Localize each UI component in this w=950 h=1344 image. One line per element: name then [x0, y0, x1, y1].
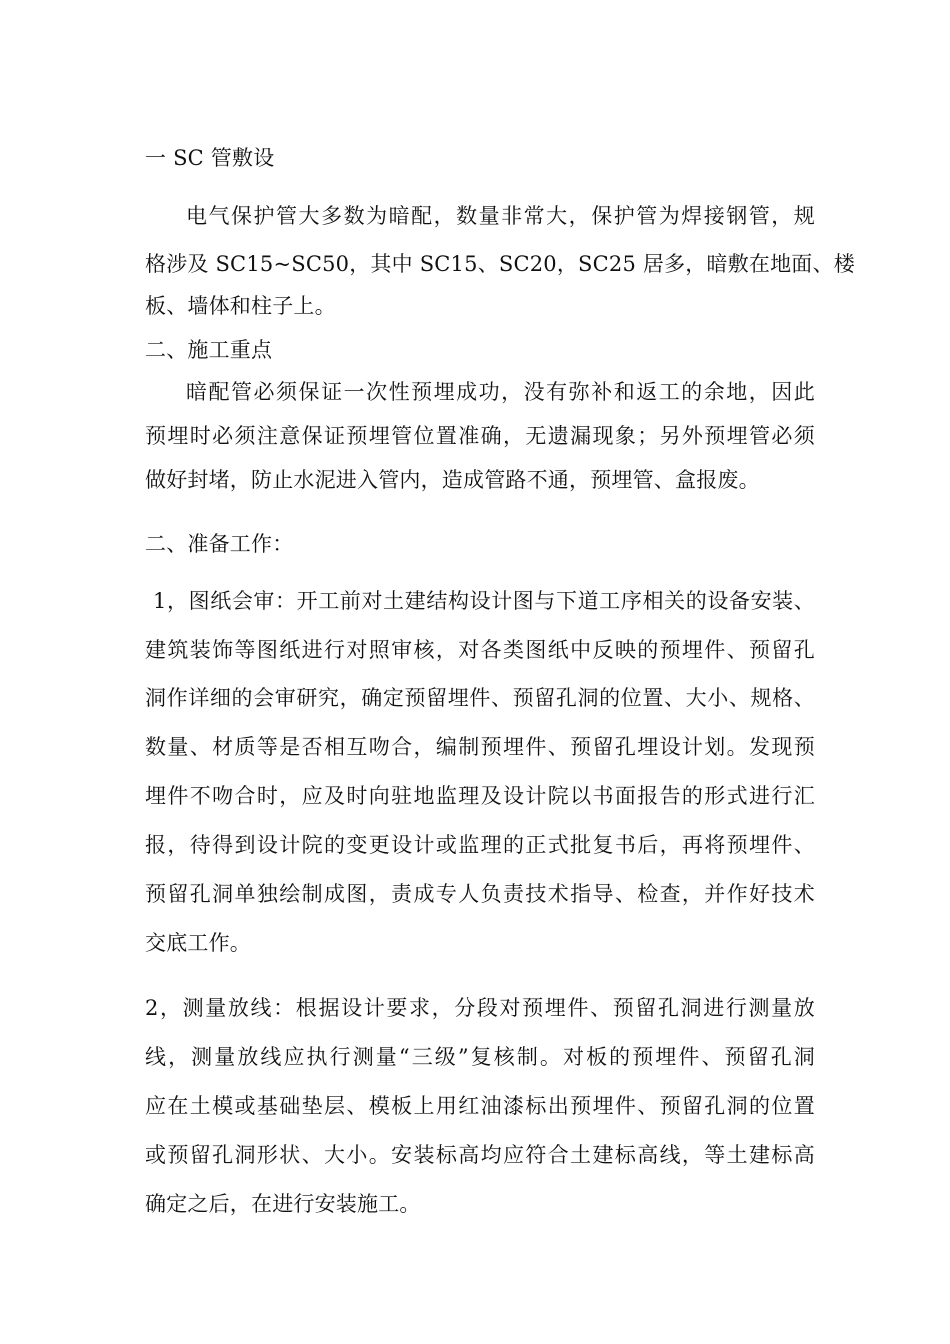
paragraph-line: 埋件不吻合时，应及时向驻地监理及设计院以书面报告的形式进行汇 — [145, 784, 815, 808]
paragraph-line: 板、墙体和柱子上。 — [145, 294, 336, 318]
paragraph-line: 洞作详细的会审研究，确定预留埋件、预留孔洞的位置、大小、规格、 — [145, 686, 815, 710]
paragraph-line: 或预留孔洞形状、大小。安装标高均应符合土建标高线，等土建标高 — [145, 1143, 815, 1167]
section-heading-key-points: 二、施工重点 — [145, 338, 273, 362]
paragraph-line: 格涉及 SC15~SC50，其中 SC15、SC20，SC25 居多，暗敷在地面、楼 — [145, 252, 855, 276]
paragraph-line: 做好封堵，防止水泥进入管内，造成管路不通，预埋管、盒报废。 — [145, 468, 760, 492]
paragraph-line: 线，测量放线应执行测量“三级”复核制。对板的预埋件、预留孔洞 — [145, 1045, 815, 1069]
paragraph-line: 暗配管必须保证一次性预埋成功，没有弥补和返工的余地，因此 — [186, 380, 815, 404]
paragraph-line: 电气保护管大多数为暗配，数量非常大，保护管为焊接钢管，规 — [186, 204, 815, 228]
paragraph-line: 确定之后，在进行安装施工。 — [145, 1192, 421, 1216]
paragraph-line: 预埋时必须注意保证预埋管位置准确，无遗漏现象；另外预埋管必须 — [145, 424, 815, 448]
paragraph-line: 1，图纸会审：开工前对土建结构设计图与下道工序相关的设备安装、 — [153, 589, 815, 613]
paragraph-line: 数量、材质等是否相互吻合，编制预埋件、预留孔埋设计划。发现预 — [145, 735, 815, 759]
paragraph-line: 预留孔洞单独绘制成图，责成专人负责技术指导、检查，并作好技术 — [145, 882, 815, 906]
section-heading-preparation: 二、准备工作： — [145, 532, 294, 556]
paragraph-line: 2，测量放线：根据设计要求，分段对预埋件、预留孔洞进行测量放 — [145, 996, 815, 1020]
section-heading-sc-pipe: 一 SC 管敷设 — [145, 146, 275, 170]
paragraph-line: 报，待得到设计院的变更设计或监理的正式批复书后，再将预埋件、 — [145, 833, 815, 857]
paragraph-line: 建筑装饰等图纸进行对照审核，对各类图纸中反映的预埋件、预留孔 — [145, 638, 815, 662]
paragraph-line: 应在土模或基础垫层、模板上用红油漆标出预埋件、预留孔洞的位置 — [145, 1094, 815, 1118]
paragraph-line: 交底工作。 — [145, 931, 251, 955]
